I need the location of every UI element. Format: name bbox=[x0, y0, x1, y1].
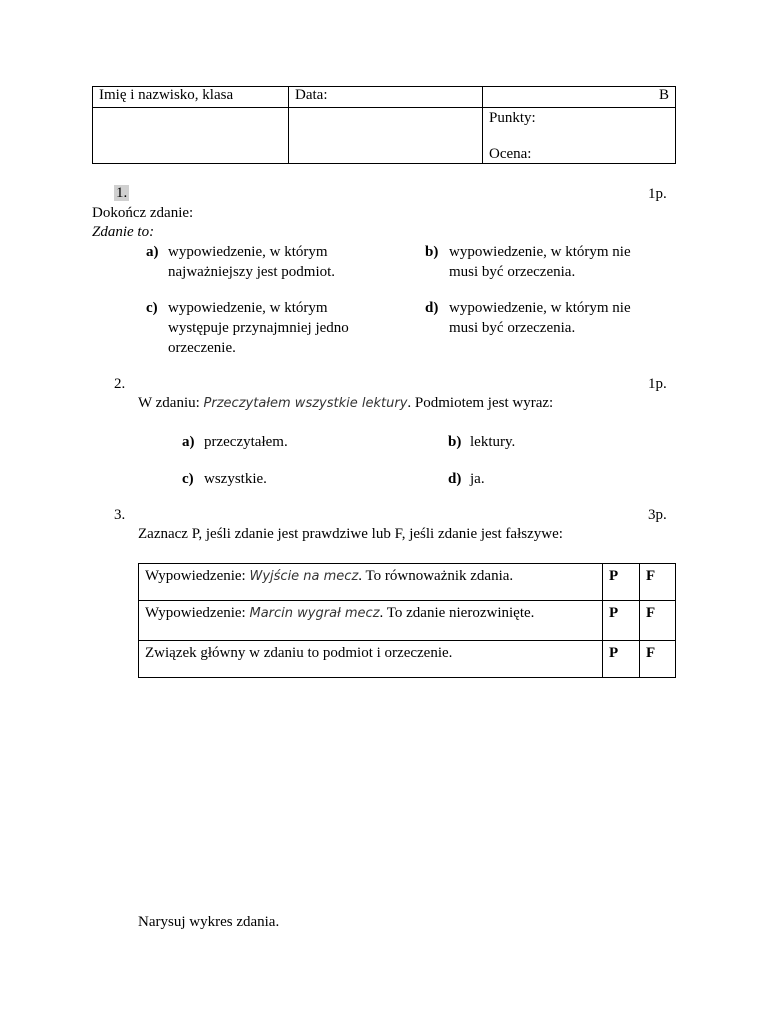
variant-label: B bbox=[658, 87, 669, 103]
q1-instruction: Dokończ zdanie: bbox=[92, 205, 194, 221]
p-option[interactable]: P bbox=[603, 564, 640, 601]
date-label: Data: bbox=[295, 87, 328, 103]
q2-number: 2. bbox=[114, 376, 126, 392]
statement-cell: Związek główny w zdaniu to podmiot i orzeczenie. bbox=[139, 641, 603, 678]
q1-number: 1. bbox=[116, 185, 128, 201]
header-table bbox=[92, 86, 676, 164]
f-option[interactable]: F bbox=[640, 564, 676, 601]
date-label-cell bbox=[289, 87, 483, 108]
q2-question: W zdaniu: Przeczytałem wszystkie lektury. Podmiotem jest wyraz: bbox=[138, 395, 554, 411]
q4-instruction: Narysuj wykres zdania. bbox=[138, 914, 280, 930]
date-field[interactable] bbox=[289, 108, 483, 164]
score-cell bbox=[483, 108, 676, 164]
p-option[interactable]: P bbox=[603, 601, 640, 641]
statement-cell: Wypowiedzenie: Wyjście na mecz. To równoważnik zdania. bbox=[139, 564, 603, 601]
table-row bbox=[139, 601, 676, 641]
table-row bbox=[139, 641, 676, 678]
points-label: Punkty: bbox=[489, 110, 536, 126]
f-option[interactable]: F bbox=[640, 641, 676, 678]
q2-sentence: Przeczytałem wszystkie lektury bbox=[203, 396, 408, 411]
variant-cell bbox=[483, 87, 676, 108]
q1-prompt: Zdanie to: bbox=[92, 224, 155, 240]
q3-number: 3. bbox=[114, 507, 126, 523]
q1-points: 1p. bbox=[648, 186, 667, 202]
q2-points: 1p. bbox=[648, 376, 667, 392]
p-option[interactable]: P bbox=[603, 641, 640, 678]
grade-label: Ocena: bbox=[489, 146, 532, 162]
statement-cell: Wypowiedzenie: Marcin wygrał mecz. To zdanie nierozwinięte. bbox=[139, 601, 603, 641]
f-option[interactable]: F bbox=[640, 601, 676, 641]
name-field[interactable] bbox=[93, 108, 289, 164]
name-label: Imię i nazwisko, klasa bbox=[99, 87, 234, 103]
name-label-cell bbox=[93, 87, 289, 108]
q3-points: 3p. bbox=[648, 507, 667, 523]
true-false-table bbox=[138, 563, 676, 678]
q3-instruction: Zaznacz P, jeśli zdanie jest prawdziwe lub F, jeśli zdanie jest fałszywe: bbox=[138, 526, 563, 542]
table-row bbox=[139, 564, 676, 601]
